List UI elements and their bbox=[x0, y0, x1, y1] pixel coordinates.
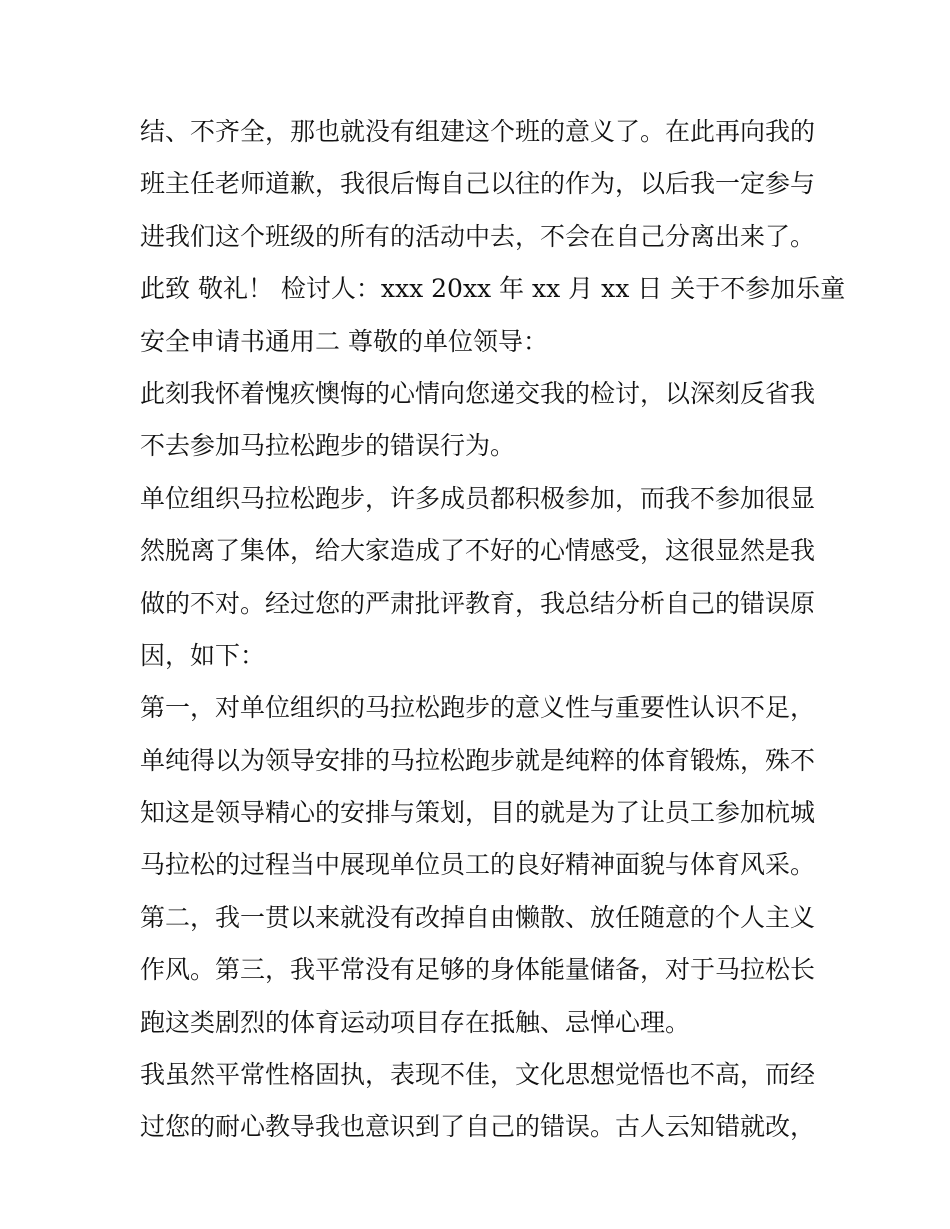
text-line: 安全申请书通用二 尊敬的单位领导： bbox=[140, 326, 548, 356]
text-line: 知这是领导精心的安排与策划，目的就是为了让员工参加杭城 bbox=[140, 798, 816, 828]
text-line: 班主任老师道歉，我很后悔自己以往的作为，以后我一定参与 bbox=[140, 169, 816, 199]
text-line: 单位组织马拉松跑步，许多成员都积极参加，而我不参加很显 bbox=[140, 483, 816, 513]
text-line: 马拉松的过程当中展现单位员工的良好精神面貌与体育风采。 bbox=[140, 850, 816, 880]
text-line: 第二，我一贯以来就没有改掉自由懒散、放任随意的个人主义 bbox=[140, 902, 816, 932]
text-line: 因，如下： bbox=[140, 640, 266, 670]
text-line: 过您的耐心教导我也意识到了自己的错误。古人云知错就改， bbox=[140, 1112, 816, 1142]
document-body bbox=[140, 106, 846, 1154]
text-line: 不去参加马拉松跑步的错误行为。 bbox=[140, 431, 516, 461]
text-line: 进我们这个班级的所有的活动中去，不会在自己分离出来了。 bbox=[140, 221, 816, 251]
text-line: 此刻我怀着愧疚懊悔的心情向您递交我的检讨，以深刻反省我 bbox=[140, 378, 816, 408]
text-line: 第一，对单位组织的马拉松跑步的意义性与重要性认识不足， bbox=[140, 693, 816, 723]
text-line: 做的不对。经过您的严肃批评教育，我总结分析自己的错误原 bbox=[140, 588, 816, 618]
text-line: 然脱离了集体，给大家造成了不好的心情感受，这很显然是我 bbox=[140, 536, 816, 566]
text-line: 我虽然平常性格固执，表现不佳，文化思想觉悟也不高，而经 bbox=[140, 1060, 816, 1090]
text-line: 单纯得以为领导安排的马拉松跑步就是纯粹的体育锻炼，殊不 bbox=[140, 745, 816, 775]
text-line: 作风。第三，我平常没有足够的身体能量储备，对于马拉松长 bbox=[140, 955, 816, 985]
text-line: 跑这类剧烈的体育运动项目存在抵触、忌惮心理。 bbox=[140, 1007, 691, 1037]
text-line: 结、不齐全，那也就没有组建这个班的意义了。在此再向我的 bbox=[140, 117, 816, 146]
text-line: 此致 敬礼！ 检讨人：xxx 20xx 年 xx 月 xx 日 关于不参加乐童 bbox=[140, 274, 846, 304]
